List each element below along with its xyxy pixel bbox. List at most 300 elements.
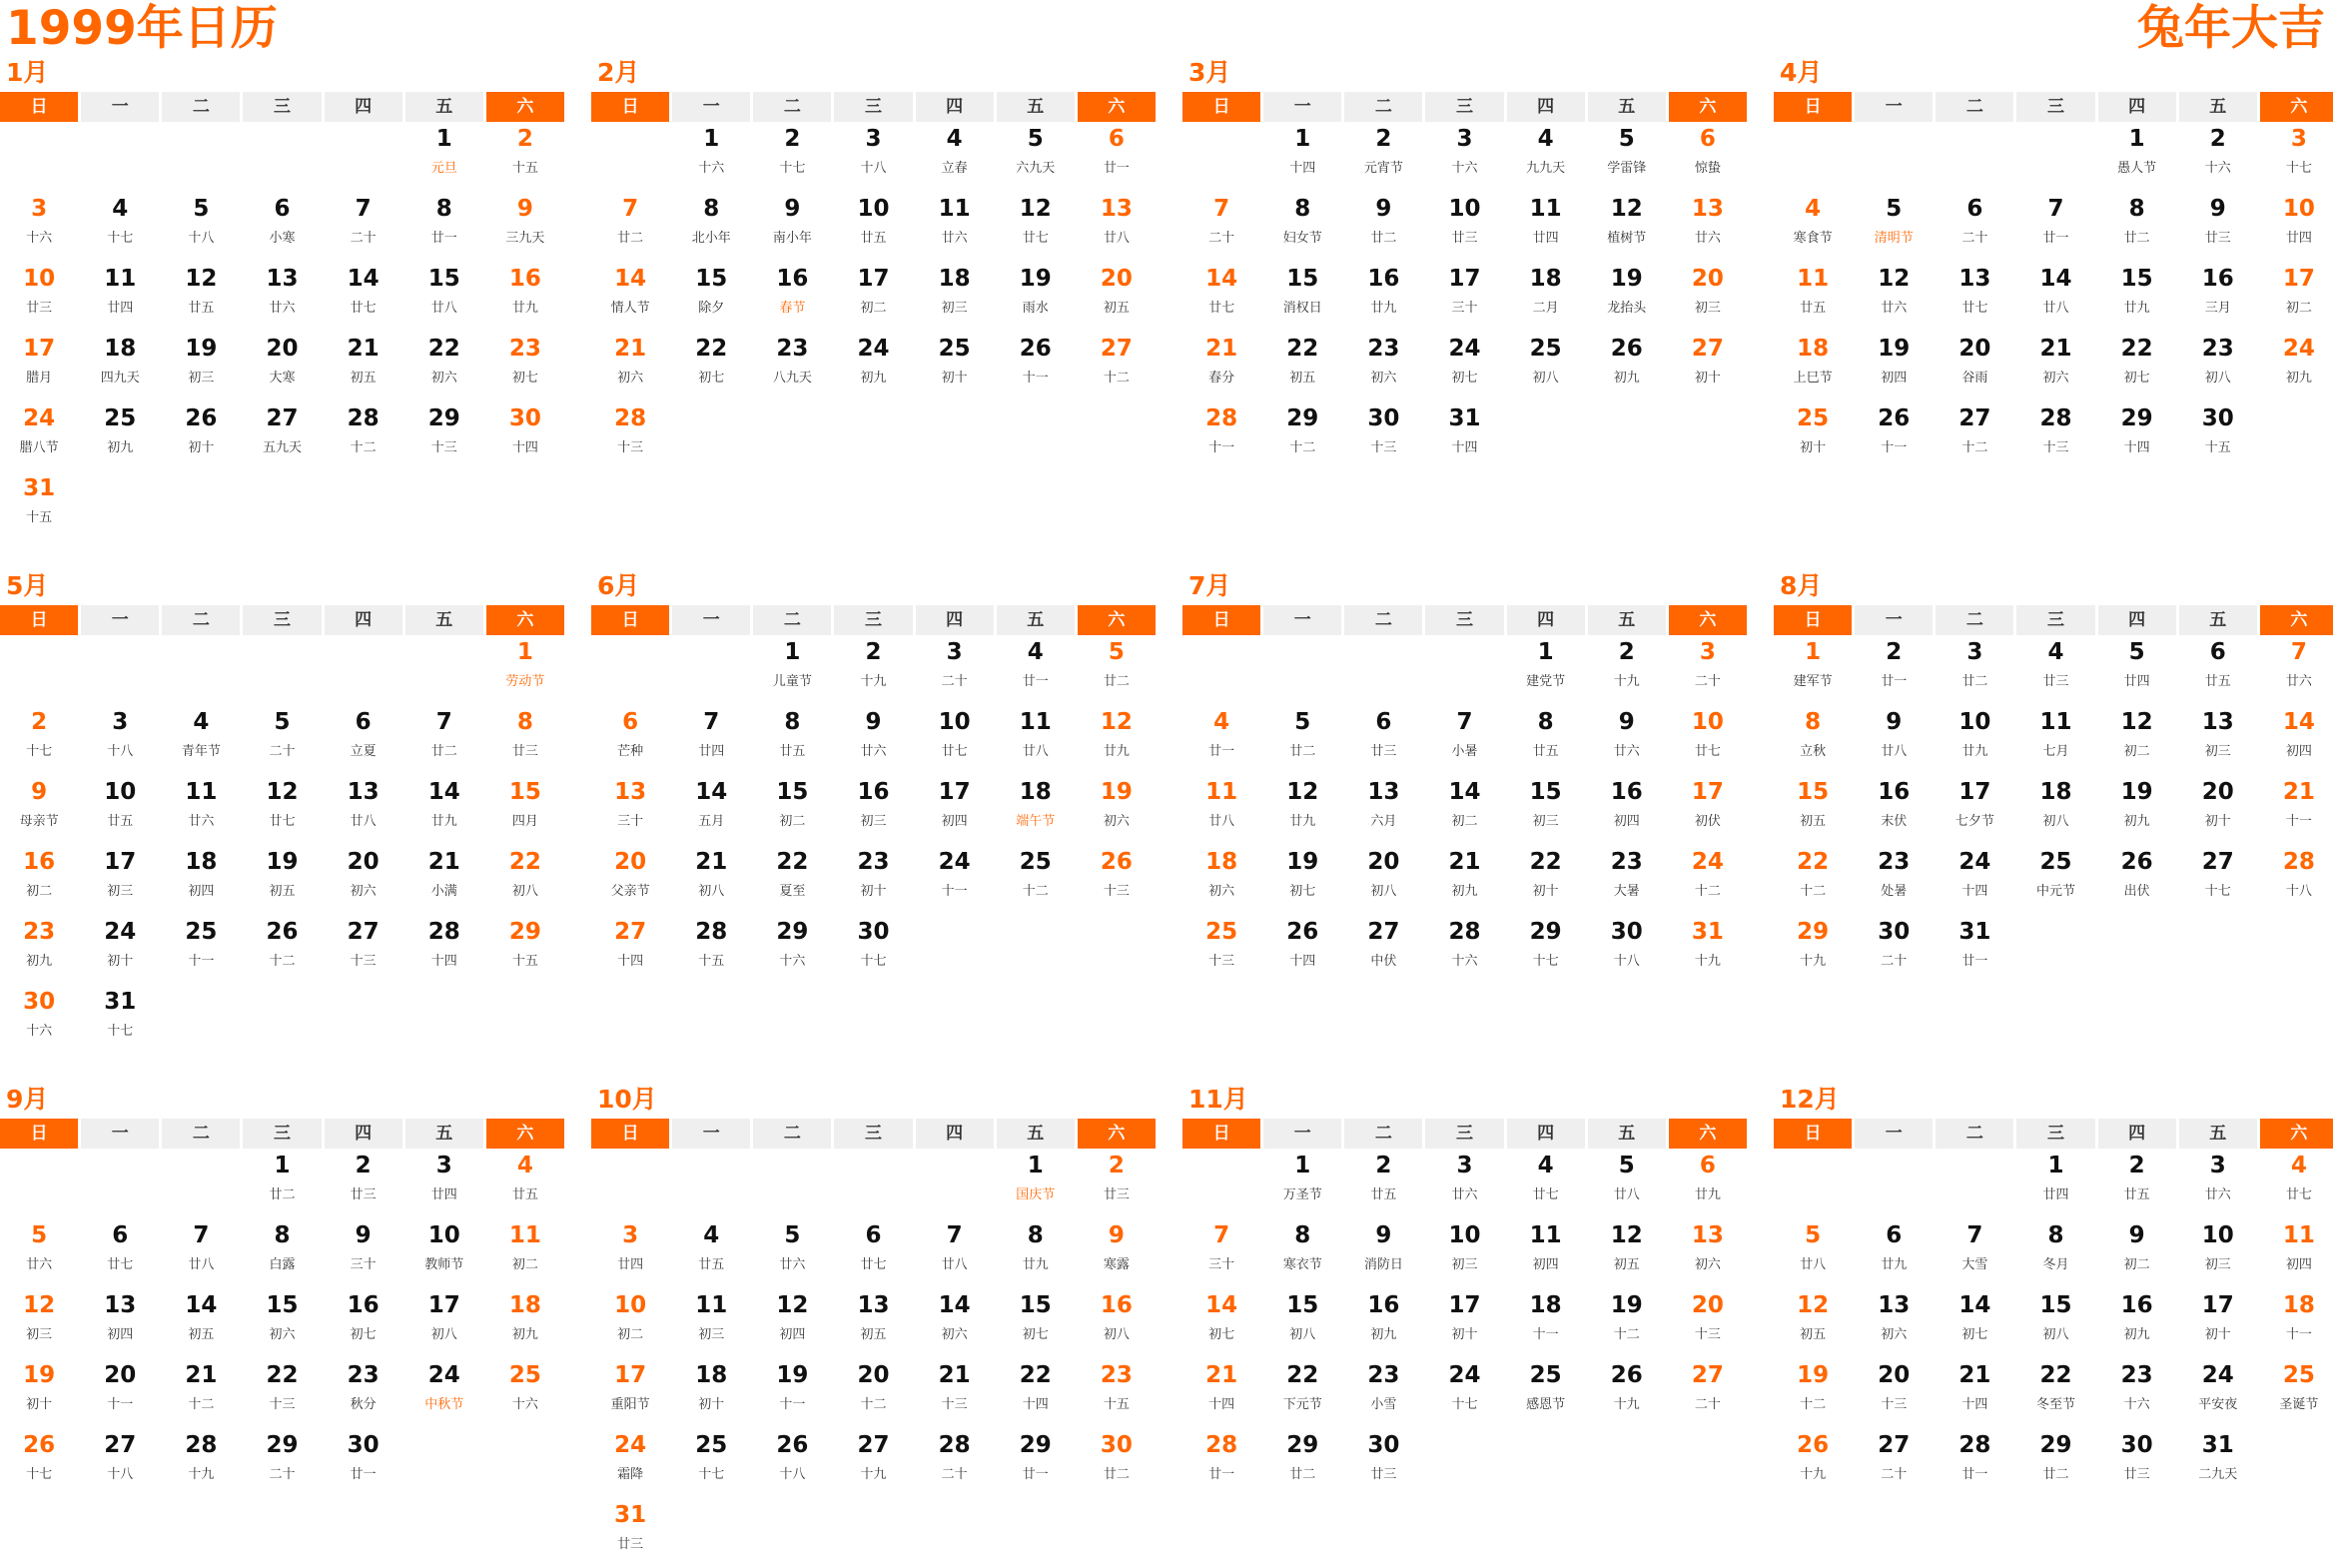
- day-cell[interactable]: [2260, 1288, 2333, 1358]
- day-cell[interactable]: [916, 1218, 994, 1288]
- day-cell[interactable]: [834, 775, 912, 845]
- day-cell[interactable]: [2016, 192, 2094, 262]
- day-cell[interactable]: [1263, 1428, 1341, 1498]
- day-cell[interactable]: [753, 1358, 831, 1428]
- day-cell[interactable]: [672, 192, 750, 262]
- day-cell[interactable]: [672, 1428, 750, 1498]
- day-cell[interactable]: [672, 1358, 750, 1428]
- day-cell[interactable]: [1425, 1218, 1503, 1288]
- day-cell[interactable]: [2016, 1218, 2094, 1288]
- day-cell[interactable]: [1425, 122, 1503, 192]
- day-cell[interactable]: [997, 635, 1075, 705]
- day-cell[interactable]: [405, 401, 483, 471]
- day-cell[interactable]: [325, 845, 402, 915]
- day-cell[interactable]: [1669, 635, 1747, 705]
- day-cell[interactable]: [405, 1288, 483, 1358]
- day-cell[interactable]: [486, 401, 564, 471]
- day-cell[interactable]: [81, 845, 159, 915]
- day-cell[interactable]: [1855, 915, 1933, 985]
- day-cell[interactable]: [1669, 845, 1747, 915]
- day-cell[interactable]: [2016, 635, 2094, 705]
- day-cell[interactable]: [1425, 332, 1503, 401]
- day-cell[interactable]: [1774, 332, 1852, 401]
- day-cell[interactable]: [1507, 635, 1585, 705]
- day-cell[interactable]: [1855, 401, 1933, 471]
- day-cell[interactable]: [1425, 262, 1503, 332]
- day-cell[interactable]: [591, 1428, 669, 1498]
- day-cell[interactable]: [1507, 775, 1585, 845]
- day-cell[interactable]: [1425, 705, 1503, 775]
- day-cell[interactable]: [1855, 332, 1933, 401]
- day-cell[interactable]: [81, 262, 159, 332]
- day-cell[interactable]: [2179, 262, 2257, 332]
- day-cell[interactable]: [1425, 845, 1503, 915]
- day-cell[interactable]: [162, 845, 240, 915]
- day-cell[interactable]: [591, 1358, 669, 1428]
- day-cell[interactable]: [405, 915, 483, 985]
- day-cell[interactable]: [672, 705, 750, 775]
- day-cell[interactable]: [753, 122, 831, 192]
- day-cell[interactable]: [81, 1358, 159, 1428]
- day-cell[interactable]: [81, 1288, 159, 1358]
- day-cell[interactable]: [997, 705, 1075, 775]
- day-cell[interactable]: [2098, 262, 2176, 332]
- day-cell[interactable]: [1855, 635, 1933, 705]
- day-cell[interactable]: [672, 332, 750, 401]
- day-cell[interactable]: [1855, 262, 1933, 332]
- day-cell[interactable]: [1588, 1288, 1666, 1358]
- day-cell[interactable]: [1078, 775, 1156, 845]
- day-cell[interactable]: [1588, 122, 1666, 192]
- day-cell[interactable]: [1182, 915, 1260, 985]
- day-cell[interactable]: [486, 915, 564, 985]
- day-cell[interactable]: [1774, 401, 1852, 471]
- day-cell[interactable]: [1263, 401, 1341, 471]
- day-cell[interactable]: [1344, 775, 1422, 845]
- day-cell[interactable]: [916, 1288, 994, 1358]
- day-cell[interactable]: [1263, 192, 1341, 262]
- day-cell[interactable]: [834, 122, 912, 192]
- day-cell[interactable]: [405, 192, 483, 262]
- day-cell[interactable]: [405, 1218, 483, 1288]
- day-cell[interactable]: [1936, 1288, 2013, 1358]
- day-cell[interactable]: [1588, 332, 1666, 401]
- day-cell[interactable]: [1855, 1288, 1933, 1358]
- day-cell[interactable]: [1669, 1218, 1747, 1288]
- day-cell[interactable]: [486, 705, 564, 775]
- day-cell[interactable]: [243, 1358, 321, 1428]
- day-cell[interactable]: [1855, 705, 1933, 775]
- day-cell[interactable]: [2098, 1218, 2176, 1288]
- day-cell[interactable]: [0, 1218, 78, 1288]
- day-cell[interactable]: [2179, 705, 2257, 775]
- day-cell[interactable]: [916, 192, 994, 262]
- day-cell[interactable]: [2179, 1358, 2257, 1428]
- day-cell[interactable]: [916, 332, 994, 401]
- day-cell[interactable]: [834, 635, 912, 705]
- day-cell[interactable]: [1774, 192, 1852, 262]
- day-cell[interactable]: [1182, 775, 1260, 845]
- day-cell[interactable]: [1669, 1288, 1747, 1358]
- day-cell[interactable]: [834, 1218, 912, 1288]
- day-cell[interactable]: [1507, 1218, 1585, 1288]
- day-cell[interactable]: [997, 192, 1075, 262]
- day-cell[interactable]: [1182, 845, 1260, 915]
- day-cell[interactable]: [486, 1358, 564, 1428]
- day-cell[interactable]: [2098, 1358, 2176, 1428]
- day-cell[interactable]: [916, 122, 994, 192]
- day-cell[interactable]: [1078, 332, 1156, 401]
- day-cell[interactable]: [834, 192, 912, 262]
- day-cell[interactable]: [81, 705, 159, 775]
- day-cell[interactable]: [1774, 775, 1852, 845]
- day-cell[interactable]: [591, 332, 669, 401]
- day-cell[interactable]: [1425, 1149, 1503, 1218]
- day-cell[interactable]: [0, 471, 78, 541]
- day-cell[interactable]: [81, 401, 159, 471]
- day-cell[interactable]: [0, 775, 78, 845]
- day-cell[interactable]: [1588, 1218, 1666, 1288]
- day-cell[interactable]: [1588, 915, 1666, 985]
- day-cell[interactable]: [2179, 635, 2257, 705]
- day-cell[interactable]: [486, 122, 564, 192]
- day-cell[interactable]: [1507, 122, 1585, 192]
- day-cell[interactable]: [486, 332, 564, 401]
- day-cell[interactable]: [1263, 1218, 1341, 1288]
- day-cell[interactable]: [1588, 262, 1666, 332]
- day-cell[interactable]: [672, 1218, 750, 1288]
- day-cell[interactable]: [2179, 845, 2257, 915]
- day-cell[interactable]: [916, 705, 994, 775]
- day-cell[interactable]: [1078, 1218, 1156, 1288]
- day-cell[interactable]: [325, 1218, 402, 1288]
- day-cell[interactable]: [1936, 635, 2013, 705]
- day-cell[interactable]: [2260, 1358, 2333, 1428]
- day-cell[interactable]: [1344, 1218, 1422, 1288]
- day-cell[interactable]: [243, 1288, 321, 1358]
- day-cell[interactable]: [591, 1218, 669, 1288]
- day-cell[interactable]: [325, 1428, 402, 1498]
- day-cell[interactable]: [916, 635, 994, 705]
- day-cell[interactable]: [2016, 1288, 2094, 1358]
- day-cell[interactable]: [997, 122, 1075, 192]
- day-cell[interactable]: [1669, 262, 1747, 332]
- day-cell[interactable]: [916, 262, 994, 332]
- day-cell[interactable]: [2098, 705, 2176, 775]
- day-cell[interactable]: [1669, 705, 1747, 775]
- day-cell[interactable]: [2016, 845, 2094, 915]
- day-cell[interactable]: [162, 1218, 240, 1288]
- day-cell[interactable]: [0, 705, 78, 775]
- day-cell[interactable]: [405, 332, 483, 401]
- day-cell[interactable]: [1936, 915, 2013, 985]
- day-cell[interactable]: [1263, 705, 1341, 775]
- day-cell[interactable]: [243, 1149, 321, 1218]
- day-cell[interactable]: [672, 775, 750, 845]
- day-cell[interactable]: [1344, 192, 1422, 262]
- day-cell[interactable]: [1182, 1218, 1260, 1288]
- day-cell[interactable]: [1855, 1428, 1933, 1498]
- day-cell[interactable]: [1263, 122, 1341, 192]
- day-cell[interactable]: [672, 915, 750, 985]
- day-cell[interactable]: [1669, 915, 1747, 985]
- day-cell[interactable]: [1507, 332, 1585, 401]
- day-cell[interactable]: [2260, 262, 2333, 332]
- day-cell[interactable]: [591, 192, 669, 262]
- day-cell[interactable]: [0, 401, 78, 471]
- day-cell[interactable]: [753, 332, 831, 401]
- day-cell[interactable]: [997, 1218, 1075, 1288]
- day-cell[interactable]: [834, 705, 912, 775]
- day-cell[interactable]: [0, 845, 78, 915]
- day-cell[interactable]: [672, 122, 750, 192]
- day-cell[interactable]: [916, 845, 994, 915]
- day-cell[interactable]: [0, 1358, 78, 1428]
- day-cell[interactable]: [2179, 1428, 2257, 1498]
- day-cell[interactable]: [2016, 332, 2094, 401]
- day-cell[interactable]: [1263, 915, 1341, 985]
- day-cell[interactable]: [753, 915, 831, 985]
- day-cell[interactable]: [1344, 705, 1422, 775]
- day-cell[interactable]: [1588, 1149, 1666, 1218]
- day-cell[interactable]: [1182, 192, 1260, 262]
- day-cell[interactable]: [916, 1358, 994, 1428]
- day-cell[interactable]: [1936, 262, 2013, 332]
- day-cell[interactable]: [243, 262, 321, 332]
- day-cell[interactable]: [1588, 705, 1666, 775]
- day-cell[interactable]: [1425, 192, 1503, 262]
- day-cell[interactable]: [1855, 775, 1933, 845]
- day-cell[interactable]: [243, 192, 321, 262]
- day-cell[interactable]: [486, 1218, 564, 1288]
- day-cell[interactable]: [834, 1288, 912, 1358]
- day-cell[interactable]: [997, 1149, 1075, 1218]
- day-cell[interactable]: [162, 1288, 240, 1358]
- day-cell[interactable]: [2179, 122, 2257, 192]
- day-cell[interactable]: [1182, 1358, 1260, 1428]
- day-cell[interactable]: [81, 192, 159, 262]
- day-cell[interactable]: [1855, 192, 1933, 262]
- day-cell[interactable]: [486, 635, 564, 705]
- day-cell[interactable]: [2260, 192, 2333, 262]
- day-cell[interactable]: [81, 1218, 159, 1288]
- day-cell[interactable]: [2260, 635, 2333, 705]
- day-cell[interactable]: [1425, 401, 1503, 471]
- day-cell[interactable]: [997, 775, 1075, 845]
- day-cell[interactable]: [1182, 705, 1260, 775]
- day-cell[interactable]: [1936, 775, 2013, 845]
- day-cell[interactable]: [753, 1288, 831, 1358]
- day-cell[interactable]: [2098, 1149, 2176, 1218]
- day-cell[interactable]: [997, 332, 1075, 401]
- day-cell[interactable]: [81, 332, 159, 401]
- day-cell[interactable]: [1669, 122, 1747, 192]
- day-cell[interactable]: [162, 401, 240, 471]
- day-cell[interactable]: [591, 915, 669, 985]
- day-cell[interactable]: [916, 775, 994, 845]
- day-cell[interactable]: [2098, 192, 2176, 262]
- day-cell[interactable]: [162, 192, 240, 262]
- day-cell[interactable]: [325, 401, 402, 471]
- day-cell[interactable]: [2260, 775, 2333, 845]
- day-cell[interactable]: [405, 122, 483, 192]
- day-cell[interactable]: [162, 1428, 240, 1498]
- day-cell[interactable]: [2098, 1428, 2176, 1498]
- day-cell[interactable]: [1936, 192, 2013, 262]
- day-cell[interactable]: [2260, 332, 2333, 401]
- day-cell[interactable]: [591, 705, 669, 775]
- day-cell[interactable]: [81, 775, 159, 845]
- day-cell[interactable]: [2098, 122, 2176, 192]
- day-cell[interactable]: [162, 915, 240, 985]
- day-cell[interactable]: [2016, 1358, 2094, 1428]
- day-cell[interactable]: [2016, 401, 2094, 471]
- day-cell[interactable]: [325, 1149, 402, 1218]
- day-cell[interactable]: [1507, 915, 1585, 985]
- day-cell[interactable]: [753, 635, 831, 705]
- day-cell[interactable]: [2260, 122, 2333, 192]
- day-cell[interactable]: [1507, 1358, 1585, 1428]
- day-cell[interactable]: [486, 1288, 564, 1358]
- day-cell[interactable]: [1588, 775, 1666, 845]
- day-cell[interactable]: [1588, 845, 1666, 915]
- day-cell[interactable]: [1774, 635, 1852, 705]
- day-cell[interactable]: [0, 332, 78, 401]
- day-cell[interactable]: [325, 192, 402, 262]
- day-cell[interactable]: [1078, 845, 1156, 915]
- day-cell[interactable]: [1507, 845, 1585, 915]
- day-cell[interactable]: [405, 705, 483, 775]
- day-cell[interactable]: [1774, 1428, 1852, 1498]
- day-cell[interactable]: [2016, 262, 2094, 332]
- day-cell[interactable]: [834, 915, 912, 985]
- day-cell[interactable]: [405, 1149, 483, 1218]
- day-cell[interactable]: [672, 845, 750, 915]
- day-cell[interactable]: [162, 262, 240, 332]
- day-cell[interactable]: [1936, 845, 2013, 915]
- day-cell[interactable]: [1774, 705, 1852, 775]
- day-cell[interactable]: [753, 705, 831, 775]
- day-cell[interactable]: [1344, 1428, 1422, 1498]
- day-cell[interactable]: [1078, 1288, 1156, 1358]
- day-cell[interactable]: [1936, 1218, 2013, 1288]
- day-cell[interactable]: [2016, 775, 2094, 845]
- day-cell[interactable]: [325, 332, 402, 401]
- day-cell[interactable]: [162, 775, 240, 845]
- day-cell[interactable]: [2179, 332, 2257, 401]
- day-cell[interactable]: [2179, 1218, 2257, 1288]
- day-cell[interactable]: [672, 1288, 750, 1358]
- day-cell[interactable]: [486, 775, 564, 845]
- day-cell[interactable]: [997, 1428, 1075, 1498]
- day-cell[interactable]: [1774, 915, 1852, 985]
- day-cell[interactable]: [1774, 262, 1852, 332]
- day-cell[interactable]: [2016, 1149, 2094, 1218]
- day-cell[interactable]: [997, 1358, 1075, 1428]
- day-cell[interactable]: [486, 845, 564, 915]
- day-cell[interactable]: [1182, 1428, 1260, 1498]
- day-cell[interactable]: [1182, 332, 1260, 401]
- day-cell[interactable]: [834, 1358, 912, 1428]
- day-cell[interactable]: [1774, 1218, 1852, 1288]
- day-cell[interactable]: [81, 1428, 159, 1498]
- day-cell[interactable]: [1507, 192, 1585, 262]
- day-cell[interactable]: [2098, 1288, 2176, 1358]
- day-cell[interactable]: [1855, 1218, 1933, 1288]
- day-cell[interactable]: [81, 915, 159, 985]
- day-cell[interactable]: [162, 332, 240, 401]
- day-cell[interactable]: [1936, 1358, 2013, 1428]
- day-cell[interactable]: [997, 1288, 1075, 1358]
- day-cell[interactable]: [834, 1428, 912, 1498]
- day-cell[interactable]: [2016, 1428, 2094, 1498]
- day-cell[interactable]: [1425, 775, 1503, 845]
- day-cell[interactable]: [2098, 635, 2176, 705]
- day-cell[interactable]: [486, 1149, 564, 1218]
- day-cell[interactable]: [916, 1428, 994, 1498]
- day-cell[interactable]: [243, 401, 321, 471]
- day-cell[interactable]: [2260, 845, 2333, 915]
- day-cell[interactable]: [1182, 401, 1260, 471]
- day-cell[interactable]: [325, 262, 402, 332]
- day-cell[interactable]: [1936, 401, 2013, 471]
- day-cell[interactable]: [591, 845, 669, 915]
- day-cell[interactable]: [2179, 775, 2257, 845]
- day-cell[interactable]: [591, 775, 669, 845]
- day-cell[interactable]: [1588, 192, 1666, 262]
- day-cell[interactable]: [2098, 401, 2176, 471]
- day-cell[interactable]: [2179, 401, 2257, 471]
- day-cell[interactable]: [1344, 1358, 1422, 1428]
- day-cell[interactable]: [1936, 705, 2013, 775]
- day-cell[interactable]: [1425, 915, 1503, 985]
- day-cell[interactable]: [1936, 1428, 2013, 1498]
- day-cell[interactable]: [1507, 1288, 1585, 1358]
- day-cell[interactable]: [1263, 1358, 1341, 1428]
- day-cell[interactable]: [325, 915, 402, 985]
- day-cell[interactable]: [243, 332, 321, 401]
- day-cell[interactable]: [162, 705, 240, 775]
- day-cell[interactable]: [753, 262, 831, 332]
- day-cell[interactable]: [1588, 1358, 1666, 1428]
- day-cell[interactable]: [1588, 635, 1666, 705]
- day-cell[interactable]: [753, 1218, 831, 1288]
- day-cell[interactable]: [753, 1428, 831, 1498]
- day-cell[interactable]: [1507, 262, 1585, 332]
- day-cell[interactable]: [1344, 262, 1422, 332]
- day-cell[interactable]: [1263, 775, 1341, 845]
- day-cell[interactable]: [1344, 332, 1422, 401]
- day-cell[interactable]: [1078, 262, 1156, 332]
- day-cell[interactable]: [1425, 1288, 1503, 1358]
- day-cell[interactable]: [325, 775, 402, 845]
- day-cell[interactable]: [0, 262, 78, 332]
- day-cell[interactable]: [1669, 192, 1747, 262]
- day-cell[interactable]: [1425, 1358, 1503, 1428]
- day-cell[interactable]: [0, 1428, 78, 1498]
- day-cell[interactable]: [1344, 122, 1422, 192]
- day-cell[interactable]: [1182, 262, 1260, 332]
- day-cell[interactable]: [1507, 1149, 1585, 1218]
- day-cell[interactable]: [1774, 845, 1852, 915]
- day-cell[interactable]: [0, 985, 78, 1055]
- day-cell[interactable]: [243, 705, 321, 775]
- day-cell[interactable]: [243, 915, 321, 985]
- day-cell[interactable]: [591, 1288, 669, 1358]
- day-cell[interactable]: [591, 401, 669, 471]
- day-cell[interactable]: [1855, 845, 1933, 915]
- day-cell[interactable]: [1669, 775, 1747, 845]
